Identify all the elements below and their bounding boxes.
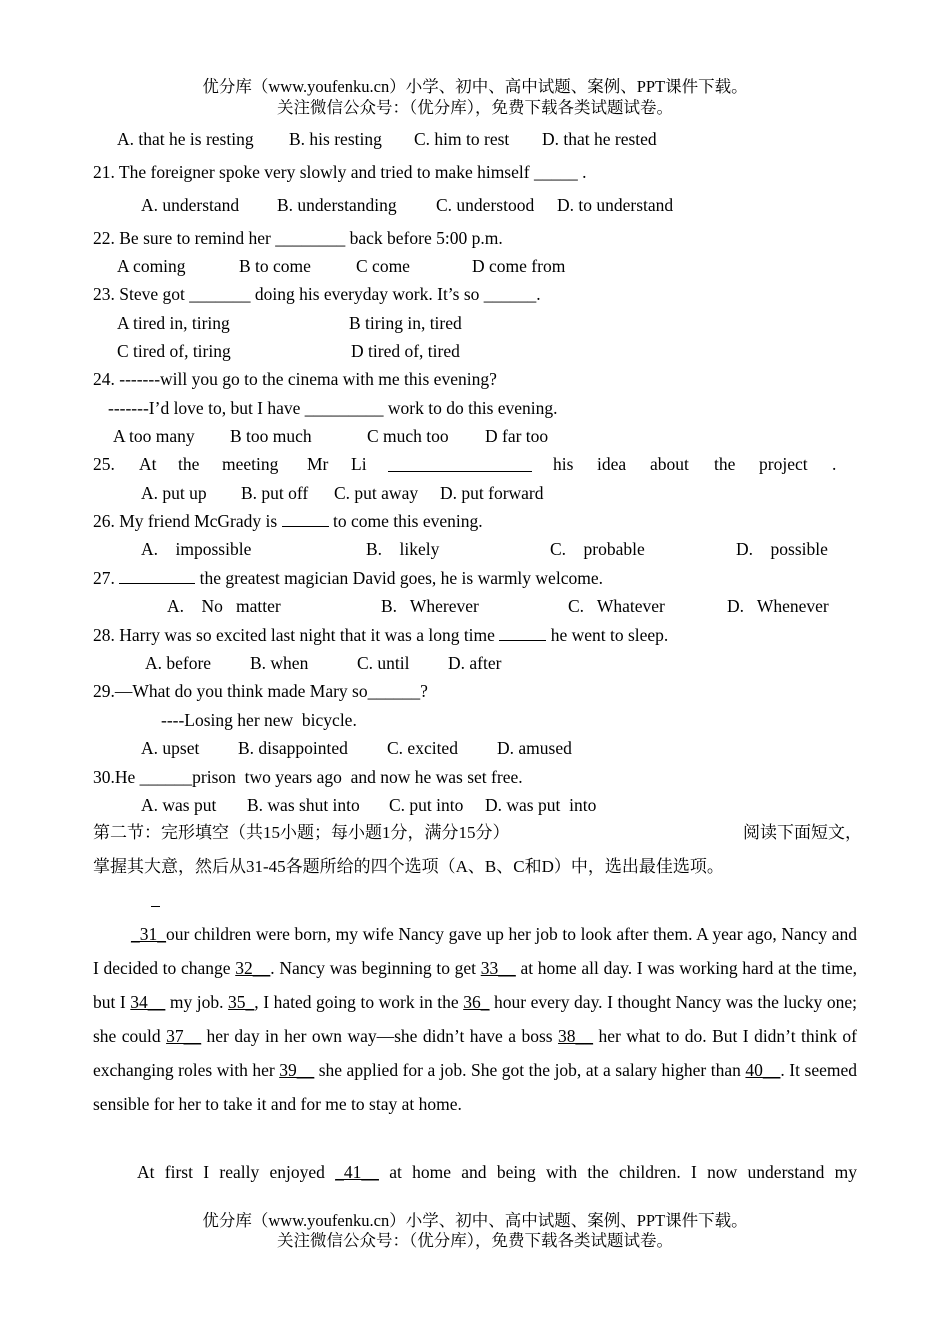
passage-text: at home all day. I was working hard at the time, but I: [93, 958, 858, 1012]
passage-text: at home and being with the children. I now understand my: [378, 1162, 857, 1182]
stem-text: 28. Harry was so excited last night that it was a long time: [93, 625, 500, 645]
passage-text: hour every day. I thought Nancy was the lucky one; she could: [93, 992, 857, 1046]
option-a: A coming: [117, 256, 186, 276]
cloze-blank-number: 36_: [463, 992, 490, 1012]
option-b: B. was shut into: [247, 795, 360, 815]
option-d: D. possible: [736, 539, 828, 559]
option-a: A. No matter: [167, 596, 281, 616]
passage-text: our children were born, my wife Nancy gave up her job to look after them. A year ago, Nancy and I decided to change: [93, 924, 857, 978]
page-header-line1: 优分库（www.youfenku.cn）小学、初中、高中试题、案例、PPT课件下载。: [202, 77, 748, 96]
answer-blank: [282, 511, 329, 527]
question-27-stem: [93, 567, 603, 589]
cloze-blank-number: 38__: [558, 1026, 594, 1046]
question-24-stem-reply: -------I’d love to, but I have _________ work to do this evening.: [108, 398, 558, 418]
option-d: D. that he rested: [542, 129, 657, 149]
stem-text: to come this evening.: [328, 511, 483, 531]
option-a: A. was put: [141, 795, 217, 815]
option-a: A. that he is resting: [117, 129, 254, 149]
passage-paragraph-1: [93, 917, 857, 1121]
option-c: C. him to rest: [414, 129, 510, 149]
page-header-line2: 关注微信公众号：（优分库），免费下载各类试题试卷。: [277, 98, 673, 117]
stem-text: the greatest magician David goes, he is warmly welcome.: [195, 568, 603, 588]
option-c: C. until: [357, 653, 410, 673]
passage-text: . It seemed sensible for her to take it and for me to stay at home.: [93, 1060, 857, 1114]
cloze-blank-number: _31_: [131, 924, 166, 944]
stem-text: he went to sleep.: [546, 625, 669, 645]
section-2-title: 第二节：完形填空（共15小题；每小题1分，满分15分）: [93, 823, 510, 842]
question-29-stem: 29.—What do you think made Mary so______?: [93, 681, 428, 701]
option-b: B. his resting: [289, 129, 382, 149]
passage-text: her what to do. But I didn’t think of exchanging roles with her: [93, 1026, 857, 1080]
option-c: C. Whatever: [568, 596, 665, 616]
option-c: C come: [356, 256, 410, 276]
option-b: B. likely: [366, 539, 440, 559]
option-b: B. Wherever: [381, 596, 479, 616]
option-d: D tired of, tired: [351, 341, 460, 361]
q25-word: 25.: [93, 454, 115, 474]
option-d: D. Whenever: [727, 596, 829, 616]
stem-text: 26. My friend McGrady is: [93, 511, 282, 531]
passage-text: my job.: [165, 992, 229, 1012]
q25-word: project: [759, 454, 808, 474]
passage-text: , I hated going to work in the: [254, 992, 464, 1012]
option-b: B to come: [239, 256, 311, 276]
cloze-blank-number: 39__: [279, 1060, 315, 1080]
option-b: B tiring in, tired: [349, 313, 462, 333]
cloze-blank-number: _41__: [335, 1162, 379, 1182]
cloze-blank-number: 40__: [745, 1060, 781, 1080]
option-d: D far too: [485, 426, 549, 446]
option-a: A too many: [113, 426, 195, 446]
passage-text: she applied for a job. She got the job, at a salary higher than: [314, 1060, 746, 1080]
q25-word: .: [832, 454, 837, 474]
option-a: A. impossible: [141, 539, 252, 559]
stem-text: 27.: [93, 568, 120, 588]
question-30-stem: 30.He ______prison two years ago and now he was set free.: [93, 767, 523, 787]
q25-word: the: [714, 454, 736, 474]
option-a: A. put up: [141, 483, 207, 503]
option-a: A tired in, tiring: [117, 313, 230, 333]
option-c: C tired of, tiring: [117, 341, 231, 361]
option-c: C. probable: [550, 539, 645, 559]
page-footer-line2: 关注微信公众号：（优分库），免费下载各类试题试卷。: [277, 1231, 673, 1250]
option-b: B. disappointed: [238, 738, 348, 758]
question-23-stem: 23. Steve got _______ doing his everyday work. It’s so ______.: [93, 284, 541, 304]
option-c: C. excited: [387, 738, 458, 758]
question-28-stem: [93, 624, 668, 646]
passage-text: . Nancy was beginning to get: [270, 958, 481, 978]
stray-mark: [151, 906, 160, 907]
passage-text: her day in her own way—she didn’t have a boss: [201, 1026, 559, 1046]
passage-paragraph-2: [93, 1155, 857, 1189]
q25-word: Li: [351, 454, 367, 474]
cloze-blank-number: 35_: [228, 992, 255, 1012]
option-c: C. put away: [334, 483, 419, 503]
passage-text: At first I really enjoyed: [137, 1162, 336, 1182]
question-21-stem: 21. The foreigner spoke very slowly and tried to make himself _____ .: [93, 162, 587, 182]
option-d: D. amused: [497, 738, 572, 758]
q25-word: meeting: [222, 454, 279, 474]
option-d: D. to understand: [557, 195, 674, 215]
q25-word: Mr: [307, 454, 329, 474]
page-footer-line1: 优分库（www.youfenku.cn）小学、初中、高中试题、案例、PPT课件下载。: [202, 1211, 748, 1230]
question-22-stem: 22. Be sure to remind her ________ back before 5:00 p.m.: [93, 228, 503, 248]
option-a: A. before: [145, 653, 212, 673]
option-b: B. when: [250, 653, 309, 673]
option-d: D. after: [448, 653, 502, 673]
option-b: B. put off: [241, 483, 309, 503]
option-b: B too much: [230, 426, 312, 446]
q25-word: At: [139, 454, 157, 474]
question-29-reply: ----Losing her new bicycle.: [161, 710, 357, 730]
option-a: A. understand: [141, 195, 240, 215]
cloze-blank-number: 33__: [480, 958, 516, 978]
option-d: D come from: [472, 256, 566, 276]
option-c: C. understood: [436, 195, 535, 215]
cloze-blank-number: 34__: [130, 992, 166, 1012]
option-d: D. put forward: [440, 483, 544, 503]
cloze-blank-number: 32__: [235, 958, 271, 978]
q25-word: about: [650, 454, 689, 474]
option-a: A. upset: [141, 738, 200, 758]
q25-word: the: [178, 454, 200, 474]
answer-blank: [388, 471, 532, 472]
cloze-blank-number: 37__: [166, 1026, 202, 1046]
section-2-instruction-start: 阅读下面短文，: [743, 823, 862, 842]
q25-word: his: [553, 454, 574, 474]
option-d: D. was put into: [485, 795, 597, 815]
q25-word: idea: [597, 454, 627, 474]
option-b: B. understanding: [277, 195, 397, 215]
option-c: C. put into: [389, 795, 464, 815]
section-2-instruction: 掌握其大意，然后从31-45各题所给的四个选项（A、B、C和D）中，选出最佳选项。: [93, 857, 724, 876]
question-26-stem: [93, 510, 483, 532]
answer-blank: [499, 625, 546, 641]
answer-blank: [119, 568, 195, 584]
option-c: C much too: [367, 426, 449, 446]
question-24-stem: 24. -------will you go to the cinema with me this evening?: [93, 369, 497, 389]
